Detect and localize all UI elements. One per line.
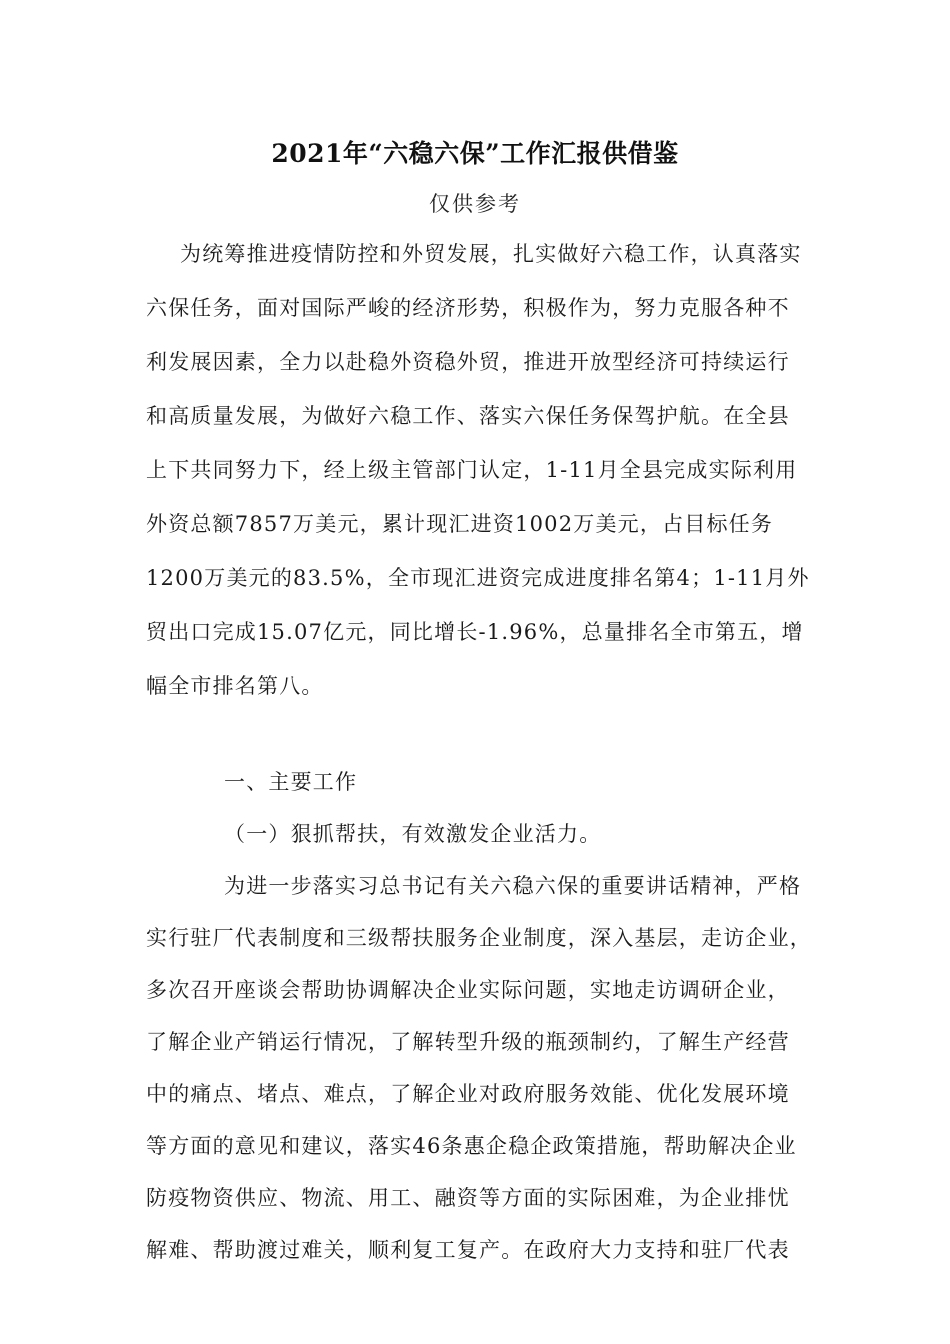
body-line: 防疫物资供应、物流、用工、融资等方面的实际困难，为企业排忧 xyxy=(146,1186,790,1210)
intro-line: 六保任务，面对国际严峻的经济形势，积极作为，努力克服各种不 xyxy=(146,296,790,320)
intro-line: 1200万美元的83.5%，全市现汇进资完成进度排名第4；1-11月外 xyxy=(146,566,810,590)
subsection-heading: （一）狠抓帮扶，有效激发企业活力。 xyxy=(224,822,602,846)
body-line: 实行驻厂代表制度和三级帮扶服务企业制度，深入基层，走访企业， xyxy=(146,926,812,950)
body-line: 为进一步落实习总书记有关六稳六保的重要讲话精神，严格 xyxy=(224,874,802,898)
intro-line: 幅全市排名第八。 xyxy=(146,674,324,698)
intro-line: 为统筹推进疫情防控和外贸发展，扎实做好六稳工作，认真落实 xyxy=(180,242,802,266)
document-subtitle: 仅供参考 xyxy=(429,192,521,216)
intro-line: 贸出口完成15.07亿元，同比增长-1.96%，总量排名全市第五，增 xyxy=(146,620,804,644)
intro-line: 上下共同努力下，经上级主管部门认定，1-11月全县完成实际利用 xyxy=(146,458,798,482)
body-line: 等方面的意见和建议，落实46条惠企稳企政策措施，帮助解决企业 xyxy=(146,1134,797,1158)
intro-line: 外资总额7857万美元，累计现汇进资1002万美元，占目标任务 xyxy=(146,512,774,536)
body-line: 多次召开座谈会帮助协调解决企业实际问题，实地走访调研企业， xyxy=(146,978,790,1002)
document-title: 2021年“六稳六保”工作汇报供借鉴 xyxy=(271,139,679,168)
body-line: 中的痛点、堵点、难点，了解企业对政府服务效能、优化发展环境 xyxy=(146,1082,790,1106)
intro-line: 和高质量发展，为做好六稳工作、落实六保任务保驾护航。在全县 xyxy=(146,404,790,428)
body-line: 解难、帮助渡过难关，顺利复工复产。在政府大力支持和驻厂代表 xyxy=(146,1238,790,1262)
intro-line: 利发展因素，全力以赴稳外资稳外贸，推进开放型经济可持续运行 xyxy=(146,350,790,374)
body-line: 了解企业产销运行情况，了解转型升级的瓶颈制约，了解生产经营 xyxy=(146,1030,790,1054)
section-heading: 一、主要工作 xyxy=(224,770,358,794)
